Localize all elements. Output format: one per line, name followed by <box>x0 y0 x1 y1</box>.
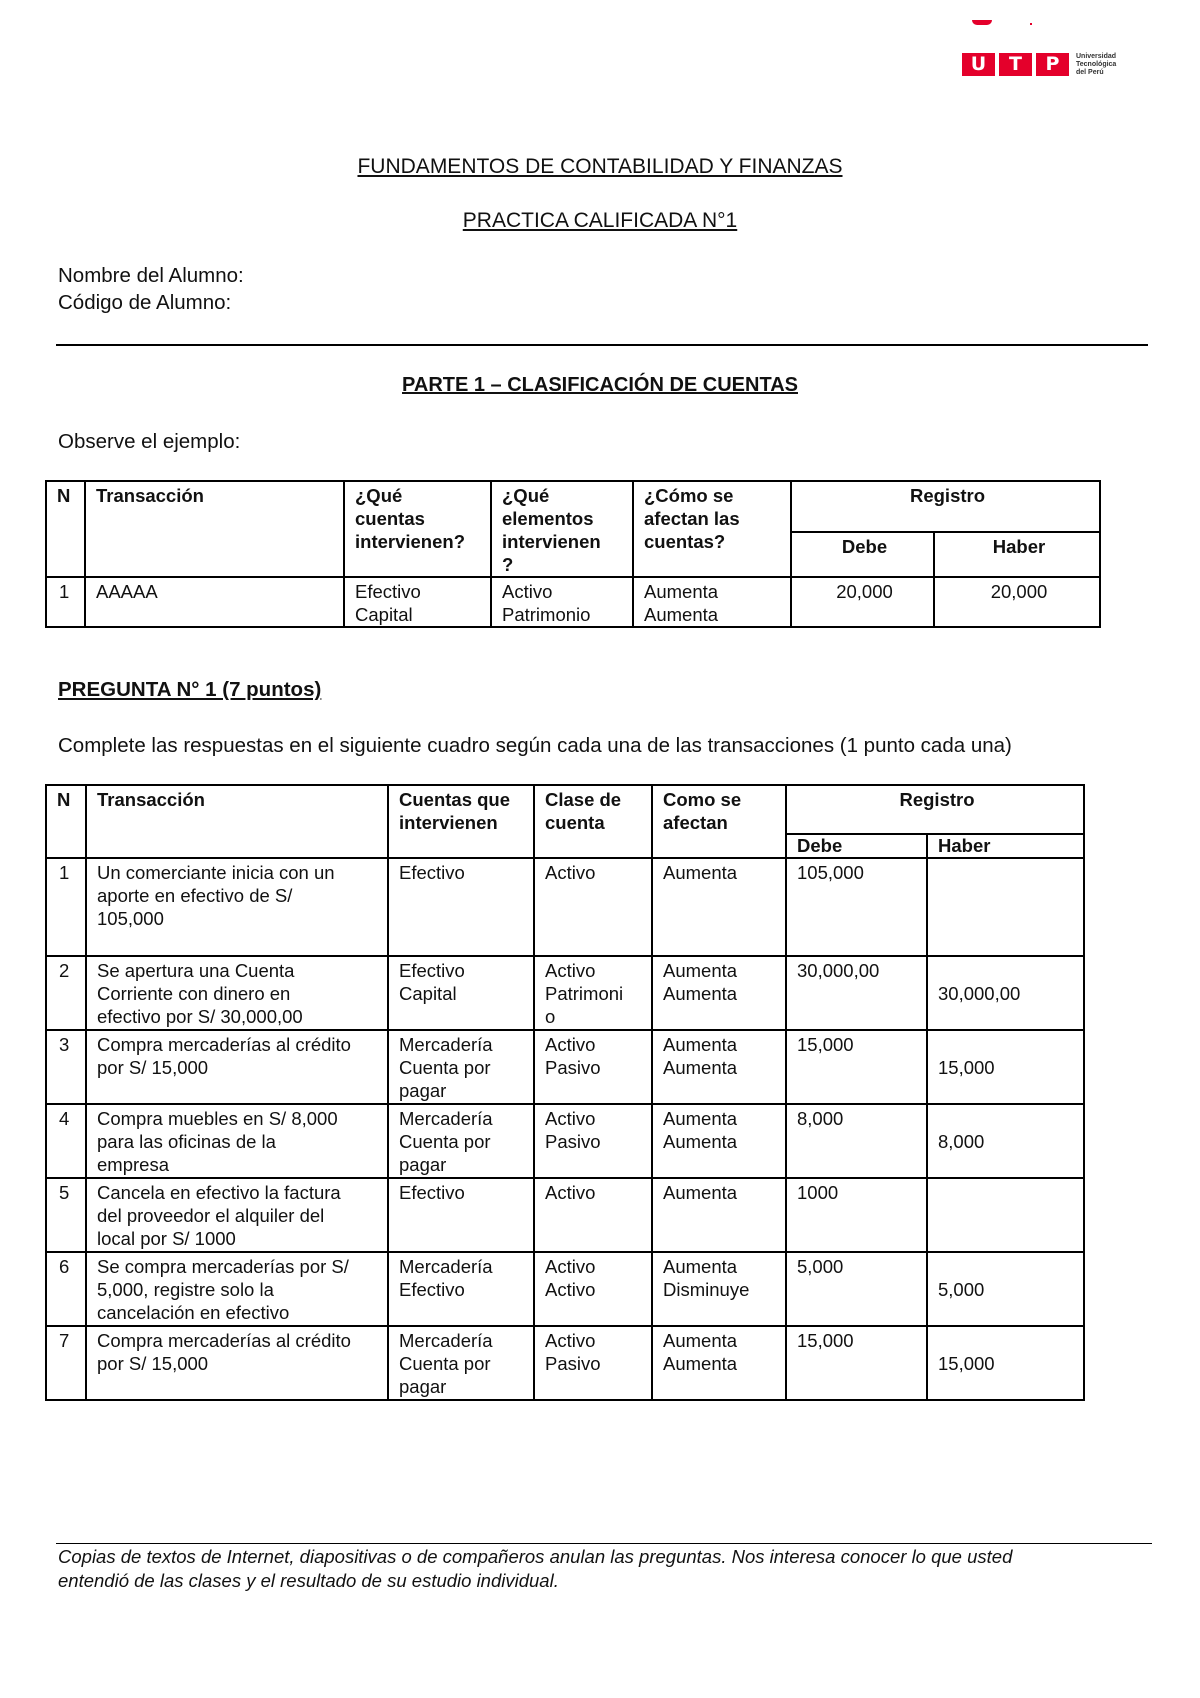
course-title: FUNDAMENTOS DE CONTABILIDAD Y FINANZAS <box>357 155 843 178</box>
cell-debe <box>786 956 927 1030</box>
cell-line: Mercadería <box>399 1256 493 1277</box>
cell-class <box>534 1030 652 1104</box>
cell-line <box>938 1033 1077 1056</box>
cell-line: Mercadería <box>399 1034 493 1055</box>
col-header-elements <box>491 481 633 577</box>
part1-title: PARTE 1 – CLASIFICACIÓN DE CUENTAS <box>402 374 798 396</box>
cell-haber <box>927 1104 1084 1178</box>
cell-transaction <box>86 1252 388 1326</box>
cell-haber <box>927 956 1084 1030</box>
question1-instructions: Complete las respuestas en el siguiente cuadro según cada una de las transacciones (1 punto cada una) <box>58 734 1012 757</box>
cell-effect <box>652 1104 786 1178</box>
cell-line: empresa <box>97 1154 169 1175</box>
cell-line: Corriente con dinero en <box>97 983 291 1004</box>
table-row <box>46 1252 1084 1326</box>
footer-note <box>58 1545 1138 1593</box>
answers-body <box>46 858 1084 1400</box>
table-row <box>46 1178 1084 1252</box>
cell-transaction <box>86 1104 388 1178</box>
header-line: ? <box>502 554 514 575</box>
header-line: ¿Cómo se <box>644 485 734 506</box>
cell-line: Un comerciante inicia con un <box>97 862 335 883</box>
cell-haber <box>927 1326 1084 1400</box>
cell-line: por S/ 15,000 <box>97 1057 209 1078</box>
cell-n: 1 <box>46 858 86 956</box>
cell-line: Capital <box>355 604 413 625</box>
cell-line: Aumenta <box>663 1256 738 1277</box>
cell-line: Cuenta por <box>399 1353 491 1374</box>
cell-debe <box>786 1252 927 1326</box>
cell-accounts <box>388 1104 534 1178</box>
exam-title: PRACTICA CALIFICADA N°1 <box>462 209 738 232</box>
cell-class <box>534 1104 652 1178</box>
cell-class <box>534 1178 652 1252</box>
student-info <box>58 262 244 316</box>
cell-line: 105,000 <box>797 862 864 883</box>
cell-accounts <box>388 858 534 956</box>
cell-class <box>534 1326 652 1400</box>
col-header-debe: Debe <box>791 532 934 577</box>
cell-debe <box>786 1326 927 1400</box>
cell-line: Aumenta <box>663 862 738 883</box>
header-line: intervienen? <box>355 531 465 552</box>
cell-accounts <box>388 1178 534 1252</box>
header-line: Como se <box>663 789 742 810</box>
cell-line: Aumenta <box>663 1353 738 1374</box>
cell-line <box>938 1181 1077 1204</box>
logo-university-name <box>1076 53 1138 77</box>
cell-line: para las oficinas de la <box>97 1131 276 1152</box>
cell-line: Se compra mercaderías por S/ <box>97 1256 349 1277</box>
cell-line: local por S/ 1000 <box>97 1228 236 1249</box>
footer-note-line: Copias de textos de Internet, diapositivas o de compañeros anulan las preguntas. Nos interesa conocer lo que usted <box>58 1546 1013 1567</box>
header-line: cuentas? <box>644 531 726 552</box>
cell-line: Pasivo <box>545 1131 601 1152</box>
table-row <box>46 858 1084 956</box>
cell-transaction <box>86 1178 388 1252</box>
header-line: afectan las <box>644 508 740 529</box>
cell-transaction: AAAAA <box>85 577 344 627</box>
cell-accounts <box>344 577 491 627</box>
cell-line: Compra mercaderías al crédito <box>97 1034 351 1055</box>
answers-header-row <box>46 785 1084 834</box>
table-row <box>46 956 1084 1030</box>
cell-line: Mercadería <box>399 1108 493 1129</box>
col-header-transaction: Transacción <box>85 481 344 577</box>
cell-line: Activo <box>545 862 596 883</box>
logo-letter: T <box>999 53 1032 76</box>
cell-line: Aumenta <box>663 1057 738 1078</box>
header-line: afectan <box>663 812 728 833</box>
cell-line: Activo <box>545 1108 596 1129</box>
example-row <box>46 577 1100 627</box>
logo-letter: U <box>962 53 995 76</box>
cell-class <box>534 1252 652 1326</box>
col-header-debe: Debe <box>786 834 927 858</box>
cell-line: 15,000 <box>797 1034 854 1055</box>
col-header-registro: Registro <box>786 785 1084 834</box>
cell-effect <box>652 1326 786 1400</box>
cell-line <box>938 1329 1077 1352</box>
cell-line: 8,000 <box>797 1108 844 1129</box>
col-header-transaction: Transacción <box>86 785 388 858</box>
cell-accounts <box>388 1030 534 1104</box>
cell-n: 2 <box>46 956 86 1030</box>
cell-line: 8,000 <box>938 1131 985 1152</box>
header-line: cuenta <box>545 812 605 833</box>
cell-line: 15,000 <box>938 1057 995 1078</box>
col-header-haber: Haber <box>927 834 1084 858</box>
cell-transaction <box>86 1030 388 1104</box>
cell-transaction <box>86 956 388 1030</box>
student-code-label: Código de Alumno: <box>58 291 232 314</box>
header-line: cuentas <box>355 508 425 529</box>
cell-line: Activo <box>545 1279 596 1300</box>
cell-line: Activo <box>502 581 553 602</box>
cell-line: Cuenta por <box>399 1131 491 1152</box>
cell-elements <box>491 577 633 627</box>
cell-line: Aumenta <box>663 983 738 1004</box>
cell-transaction <box>86 858 388 956</box>
cell-accounts <box>388 1252 534 1326</box>
cell-line: pagar <box>399 1154 447 1175</box>
cell-line: 15,000 <box>797 1330 854 1351</box>
table-row <box>46 1030 1084 1104</box>
cell-line <box>938 861 1077 884</box>
col-header-accounts <box>344 481 491 577</box>
cell-line: Mercadería <box>399 1330 493 1351</box>
header-line: intervienen <box>399 812 498 833</box>
cell-line: Disminuye <box>663 1279 750 1300</box>
header-line: intervienen <box>502 531 601 552</box>
cell-line: Aumenta <box>644 581 719 602</box>
cell-line: 30,000,00 <box>797 960 880 981</box>
cell-line: por S/ 15,000 <box>97 1353 209 1374</box>
header-line: Cuentas que <box>399 789 511 810</box>
cell-n: 1 <box>46 577 85 627</box>
cell-debe <box>786 1104 927 1178</box>
cell-line: Aumenta <box>663 1182 738 1203</box>
col-header-haber: Haber <box>934 532 1100 577</box>
cell-line: Cuenta por <box>399 1057 491 1078</box>
cell-n: 6 <box>46 1252 86 1326</box>
cell-line: 5,000, registre solo la <box>97 1279 274 1300</box>
header-divider <box>56 344 1148 346</box>
cell-transaction <box>86 1326 388 1400</box>
cell-line: 5,000 <box>938 1279 985 1300</box>
cell-line: 30,000,00 <box>938 983 1021 1004</box>
cell-line: Se apertura una Cuenta <box>97 960 295 981</box>
utp-logo <box>962 20 1138 82</box>
cell-line <box>938 1255 1077 1278</box>
example-header-row <box>46 481 1100 532</box>
cell-line: Efectivo <box>399 1182 465 1203</box>
cell-line: 5,000 <box>797 1256 844 1277</box>
cell-class <box>534 956 652 1030</box>
logo-line: Tecnológica <box>1076 61 1117 68</box>
cell-line: Aumenta <box>663 1108 738 1129</box>
example-table <box>45 480 1101 628</box>
cell-line: Aumenta <box>663 960 738 981</box>
cell-line: del proveedor el alquiler del <box>97 1205 325 1226</box>
logo-letter: P <box>1036 53 1069 76</box>
cell-line: Activo <box>545 1034 596 1055</box>
cell-debe: 20,000 <box>791 577 934 627</box>
table-row <box>46 1326 1084 1400</box>
header-line: ¿Qué <box>502 485 550 506</box>
cell-line: Activo <box>545 1182 596 1203</box>
cell-debe <box>786 858 927 956</box>
col-header-effect <box>633 481 791 577</box>
cell-effect <box>652 1030 786 1104</box>
col-header-effect <box>652 785 786 858</box>
footer-divider <box>56 1543 1152 1544</box>
cell-effect <box>652 956 786 1030</box>
cell-accounts <box>388 956 534 1030</box>
cell-line: Aumenta <box>644 604 719 625</box>
student-name-label: Nombre del Alumno: <box>58 264 244 287</box>
header-line: ¿Qué <box>355 485 403 506</box>
cell-line: efectivo por S/ 30,000,00 <box>97 1006 303 1027</box>
header-line: elementos <box>502 508 594 529</box>
cell-line: Patrimonio <box>502 604 591 625</box>
cell-line: 1000 <box>797 1182 839 1203</box>
cell-class <box>534 858 652 956</box>
logo-letters <box>962 53 1069 76</box>
cell-n: 4 <box>46 1104 86 1178</box>
cell-line: Activo <box>545 1256 596 1277</box>
cell-line: Aumenta <box>663 1131 738 1152</box>
cell-line: Efectivo <box>399 862 465 883</box>
cell-debe <box>786 1030 927 1104</box>
cell-haber <box>927 1030 1084 1104</box>
cell-line: pagar <box>399 1080 447 1101</box>
cell-line: 15,000 <box>938 1353 995 1374</box>
cell-line: cancelación en efectivo <box>97 1302 290 1323</box>
col-header-accounts <box>388 785 534 858</box>
logo-accent <box>972 20 992 25</box>
answers-table <box>45 784 1085 1401</box>
cell-effect <box>652 1178 786 1252</box>
cell-accounts <box>388 1326 534 1400</box>
cell-line: Patrimoni <box>545 983 624 1004</box>
cell-line: Aumenta <box>663 1330 738 1351</box>
cell-effect <box>633 577 791 627</box>
cell-haber: 20,000 <box>934 577 1100 627</box>
cell-line: aporte en efectivo de S/ <box>97 885 293 906</box>
cell-line: Activo <box>545 960 596 981</box>
col-header-registro: Registro <box>791 481 1100 532</box>
logo-line: Universidad <box>1076 53 1117 60</box>
cell-line: pagar <box>399 1376 447 1397</box>
observe-text: Observe el ejemplo: <box>58 430 241 453</box>
cell-line: Activo <box>545 1330 596 1351</box>
cell-line: Pasivo <box>545 1353 601 1374</box>
cell-line: Efectivo <box>355 581 421 602</box>
footer-note-line: entendió de las clases y el resultado de su estudio individual. <box>58 1570 559 1591</box>
logo-accent-dot <box>1030 23 1032 25</box>
cell-debe <box>786 1178 927 1252</box>
cell-line: o <box>545 1006 556 1027</box>
col-header-n: N <box>46 785 86 858</box>
cell-line: Efectivo <box>399 1279 465 1300</box>
cell-haber <box>927 1252 1084 1326</box>
cell-line: Capital <box>399 983 457 1004</box>
cell-line: Compra mercaderías al crédito <box>97 1330 351 1351</box>
cell-n: 5 <box>46 1178 86 1252</box>
cell-line: Cancela en efectivo la factura <box>97 1182 341 1203</box>
cell-line: Pasivo <box>545 1057 601 1078</box>
col-header-n: N <box>46 481 85 577</box>
cell-effect <box>652 858 786 956</box>
cell-haber <box>927 858 1084 956</box>
cell-line <box>938 959 1077 982</box>
cell-line <box>938 1107 1077 1130</box>
table-row <box>46 1104 1084 1178</box>
cell-haber <box>927 1178 1084 1252</box>
cell-n: 3 <box>46 1030 86 1104</box>
cell-line: Aumenta <box>663 1034 738 1055</box>
cell-line: Compra muebles en S/ 8,000 <box>97 1108 338 1129</box>
col-header-class <box>534 785 652 858</box>
cell-n: 7 <box>46 1326 86 1400</box>
cell-line: Efectivo <box>399 960 465 981</box>
cell-effect <box>652 1252 786 1326</box>
header-line: Clase de <box>545 789 622 810</box>
cell-line: 105,000 <box>97 908 164 929</box>
logo-line: del Perú <box>1076 69 1104 76</box>
question1-title: PREGUNTA N° 1 (7 puntos) <box>58 678 322 701</box>
